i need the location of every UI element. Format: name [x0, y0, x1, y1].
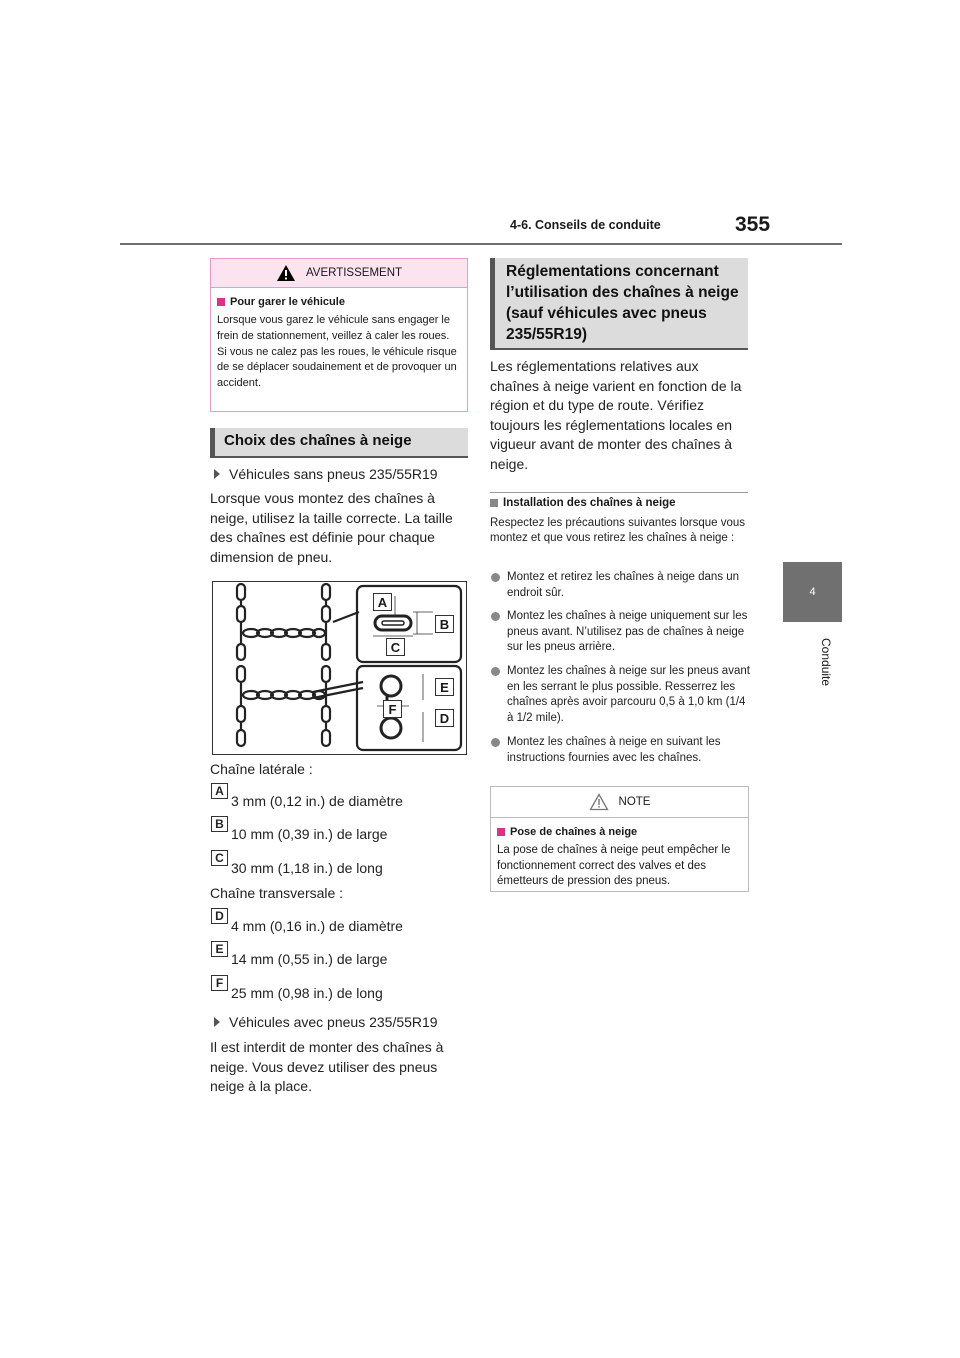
list-item-text: Montez les chaînes à neige sur les pneus avant en les serrant le plus possible. Resserrez les chaînes après avoir parcouru 0,5 à 1,0 km (1/4 à 1/2 mile).	[507, 665, 750, 724]
list-item	[491, 664, 753, 726]
side-chain-label: Chaîne latérale :	[210, 761, 313, 777]
list-item-text: Montez et retirez les chaînes à neige dans un endroit sûr.	[507, 571, 740, 599]
spec-letter: D	[211, 908, 228, 924]
header-divider	[120, 243, 842, 245]
warning-box	[210, 258, 468, 412]
list-item-text: Montez les chaînes à neige uniquement sur les pneus avant. N’utilisez pas de chaînes à neige sur les pneus arrière.	[507, 610, 748, 653]
paragraph: Il est interdit de monter des chaînes à neige. Vous devez utiliser des pneus neige à la place.	[210, 1039, 444, 1094]
paragraph: Les réglementations relatives aux chaînes à neige varient en fonction de la région et du type de route. Vérifiez toujours les réglementations locales en vigueur avant de monter des chaînes à neige.	[490, 358, 742, 472]
spec-row	[211, 851, 383, 876]
cross-chain-label: Chaîne transversale :	[210, 885, 344, 901]
circle-bullet-icon	[491, 667, 500, 676]
warning-header	[211, 259, 467, 288]
spec-row	[211, 817, 388, 842]
chapter-number: 4	[809, 586, 816, 598]
list-item	[491, 570, 753, 601]
list-item-text: Véhicules avec pneus 235/55R19	[229, 1014, 438, 1030]
warning-subtitle	[217, 296, 467, 308]
section-breadcrumb: 4-6. Conseils de conduite	[510, 218, 661, 232]
spec-letter: E	[211, 941, 228, 957]
spec-letter: B	[211, 816, 228, 832]
note-header	[491, 787, 748, 818]
warning-body: Lorsque vous garez le véhicule sans engager le frein de stationnement, veillez à caler les roues. Si vous ne calez pas les roues, le véhicule risque de se déplacer soudainement et de provoquer un accident.	[217, 314, 457, 390]
spec-row	[211, 784, 403, 809]
figure-label-b: B	[435, 615, 454, 633]
circle-bullet-icon	[491, 612, 500, 621]
spec-letter: C	[211, 850, 228, 866]
snow-chain-diagram	[212, 581, 467, 755]
installation-title	[490, 497, 676, 509]
note-body: La pose de chaînes à neige peut empêcher le fonctionnement correct des valves et des émetteurs de pression des pneus.	[497, 844, 731, 887]
figure-label-c: C	[386, 638, 405, 656]
circle-bullet-icon	[491, 573, 500, 582]
list-item	[214, 1014, 438, 1030]
note-title: NOTE	[618, 796, 651, 808]
spec-text: 10 mm (0,39 in.) de large	[231, 826, 388, 842]
square-bullet-icon	[490, 499, 498, 507]
triangle-bullet-icon	[214, 469, 220, 479]
square-bullet-icon	[217, 298, 225, 306]
spec-letter: A	[211, 783, 228, 799]
note-subtitle	[497, 826, 748, 838]
spec-text: 3 mm (0,12 in.) de diamètre	[231, 793, 403, 809]
spec-row	[211, 909, 403, 934]
section-heading-chain-choice: Choix des chaînes à neige	[210, 428, 468, 458]
list-item	[491, 609, 753, 656]
installation-intro: Respectez les précautions suivantes lorsque vous montez et que vous retirez les chaînes à neige :	[490, 517, 746, 544]
paragraph: Lorsque vous montez des chaînes à neige, utilisez la taille correcte. La taille des chaînes est définie pour chaque dimension de pneu.	[210, 490, 453, 565]
list-item	[214, 466, 438, 482]
spec-row	[211, 942, 388, 967]
circle-bullet-icon	[491, 738, 500, 747]
figure-label-a: A	[373, 593, 392, 611]
section-heading-regulations: Réglementations concernant l’utilisation des chaînes à neige (sauf véhicules avec pneus 235/55R19)	[490, 258, 748, 350]
warning-triangle-icon	[276, 264, 296, 282]
chapter-label: Conduite	[819, 637, 833, 687]
warning-title: AVERTISSEMENT	[305, 267, 403, 279]
installation-title-text: Installation des chaînes à neige	[503, 497, 676, 509]
page-number: 355	[735, 213, 771, 236]
spec-text: 14 mm (0,55 in.) de large	[231, 951, 388, 967]
chapter-tab[interactable]	[783, 562, 842, 622]
warning-subtitle-text: Pour garer le véhicule	[230, 296, 345, 308]
triangle-bullet-icon	[214, 1017, 220, 1027]
spec-row	[211, 976, 383, 1001]
spec-text: 4 mm (0,16 in.) de diamètre	[231, 918, 403, 934]
square-bullet-icon	[497, 828, 505, 836]
spec-text: 25 mm (0,98 in.) de long	[231, 985, 383, 1001]
divider	[490, 492, 748, 493]
spec-letter: F	[211, 975, 228, 991]
notice-triangle-icon	[589, 793, 609, 811]
note-subtitle-text: Pose de chaînes à neige	[510, 826, 638, 838]
list-item	[491, 735, 753, 766]
note-box	[490, 786, 749, 892]
figure-label-d: D	[435, 709, 454, 727]
chain-illustration	[213, 582, 466, 754]
list-item-text: Montez les chaînes à neige en suivant les instructions fournies avec les chaînes.	[507, 736, 721, 764]
figure-label-e: E	[435, 678, 454, 696]
spec-text: 30 mm (1,18 in.) de long	[231, 860, 383, 876]
figure-label-f: F	[383, 700, 402, 718]
list-item-text: Véhicules sans pneus 235/55R19	[229, 466, 438, 482]
